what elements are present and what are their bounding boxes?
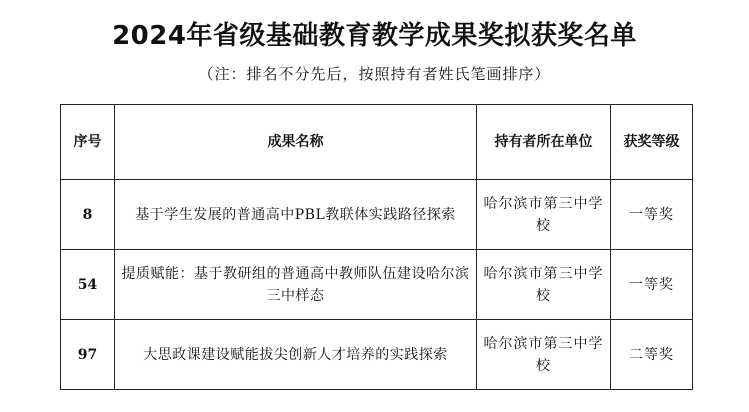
achievement-name-cell: 大思政课建设赋能拔尖创新人才培养的实践探索 xyxy=(115,320,477,390)
award-level-cell: 一等奖 xyxy=(611,180,693,250)
table-row xyxy=(61,320,693,390)
achievement-name-cell: 基于学生发展的普通高中PBL教联体实践路径探索 xyxy=(115,180,477,250)
award-table xyxy=(60,104,693,390)
header-achievement-name: 成果名称 xyxy=(115,105,477,180)
serial-number-cell: 8 xyxy=(61,180,115,250)
holder-unit-cell: 哈尔滨市第三中学校 xyxy=(477,180,611,250)
award-level-cell: 一等奖 xyxy=(611,250,693,320)
serial-number-cell: 97 xyxy=(61,320,115,390)
header-holder-unit: 持有者所在单位 xyxy=(477,105,611,180)
table-row xyxy=(61,250,693,320)
serial-number-cell: 54 xyxy=(61,250,115,320)
holder-unit-cell: 哈尔滨市第三中学校 xyxy=(477,250,611,320)
holder-unit-cell: 哈尔滨市第三中学校 xyxy=(477,320,611,390)
header-serial-number: 序号 xyxy=(61,105,115,180)
achievement-name-cell: 提质赋能：基于教研组的普通高中教师队伍建设哈尔滨三中样态 xyxy=(115,250,477,320)
ranking-note: （注：排名不分先后，按照持有者姓氏笔画排序） xyxy=(198,65,551,83)
award-level-cell: 二等奖 xyxy=(611,320,693,390)
header-award-level: 获奖等级 xyxy=(611,105,693,180)
document-title: 2024年省级基础教育教学成果奖拟获奖名单 xyxy=(112,21,637,51)
table-row xyxy=(61,180,693,250)
table-header-row xyxy=(61,105,693,180)
